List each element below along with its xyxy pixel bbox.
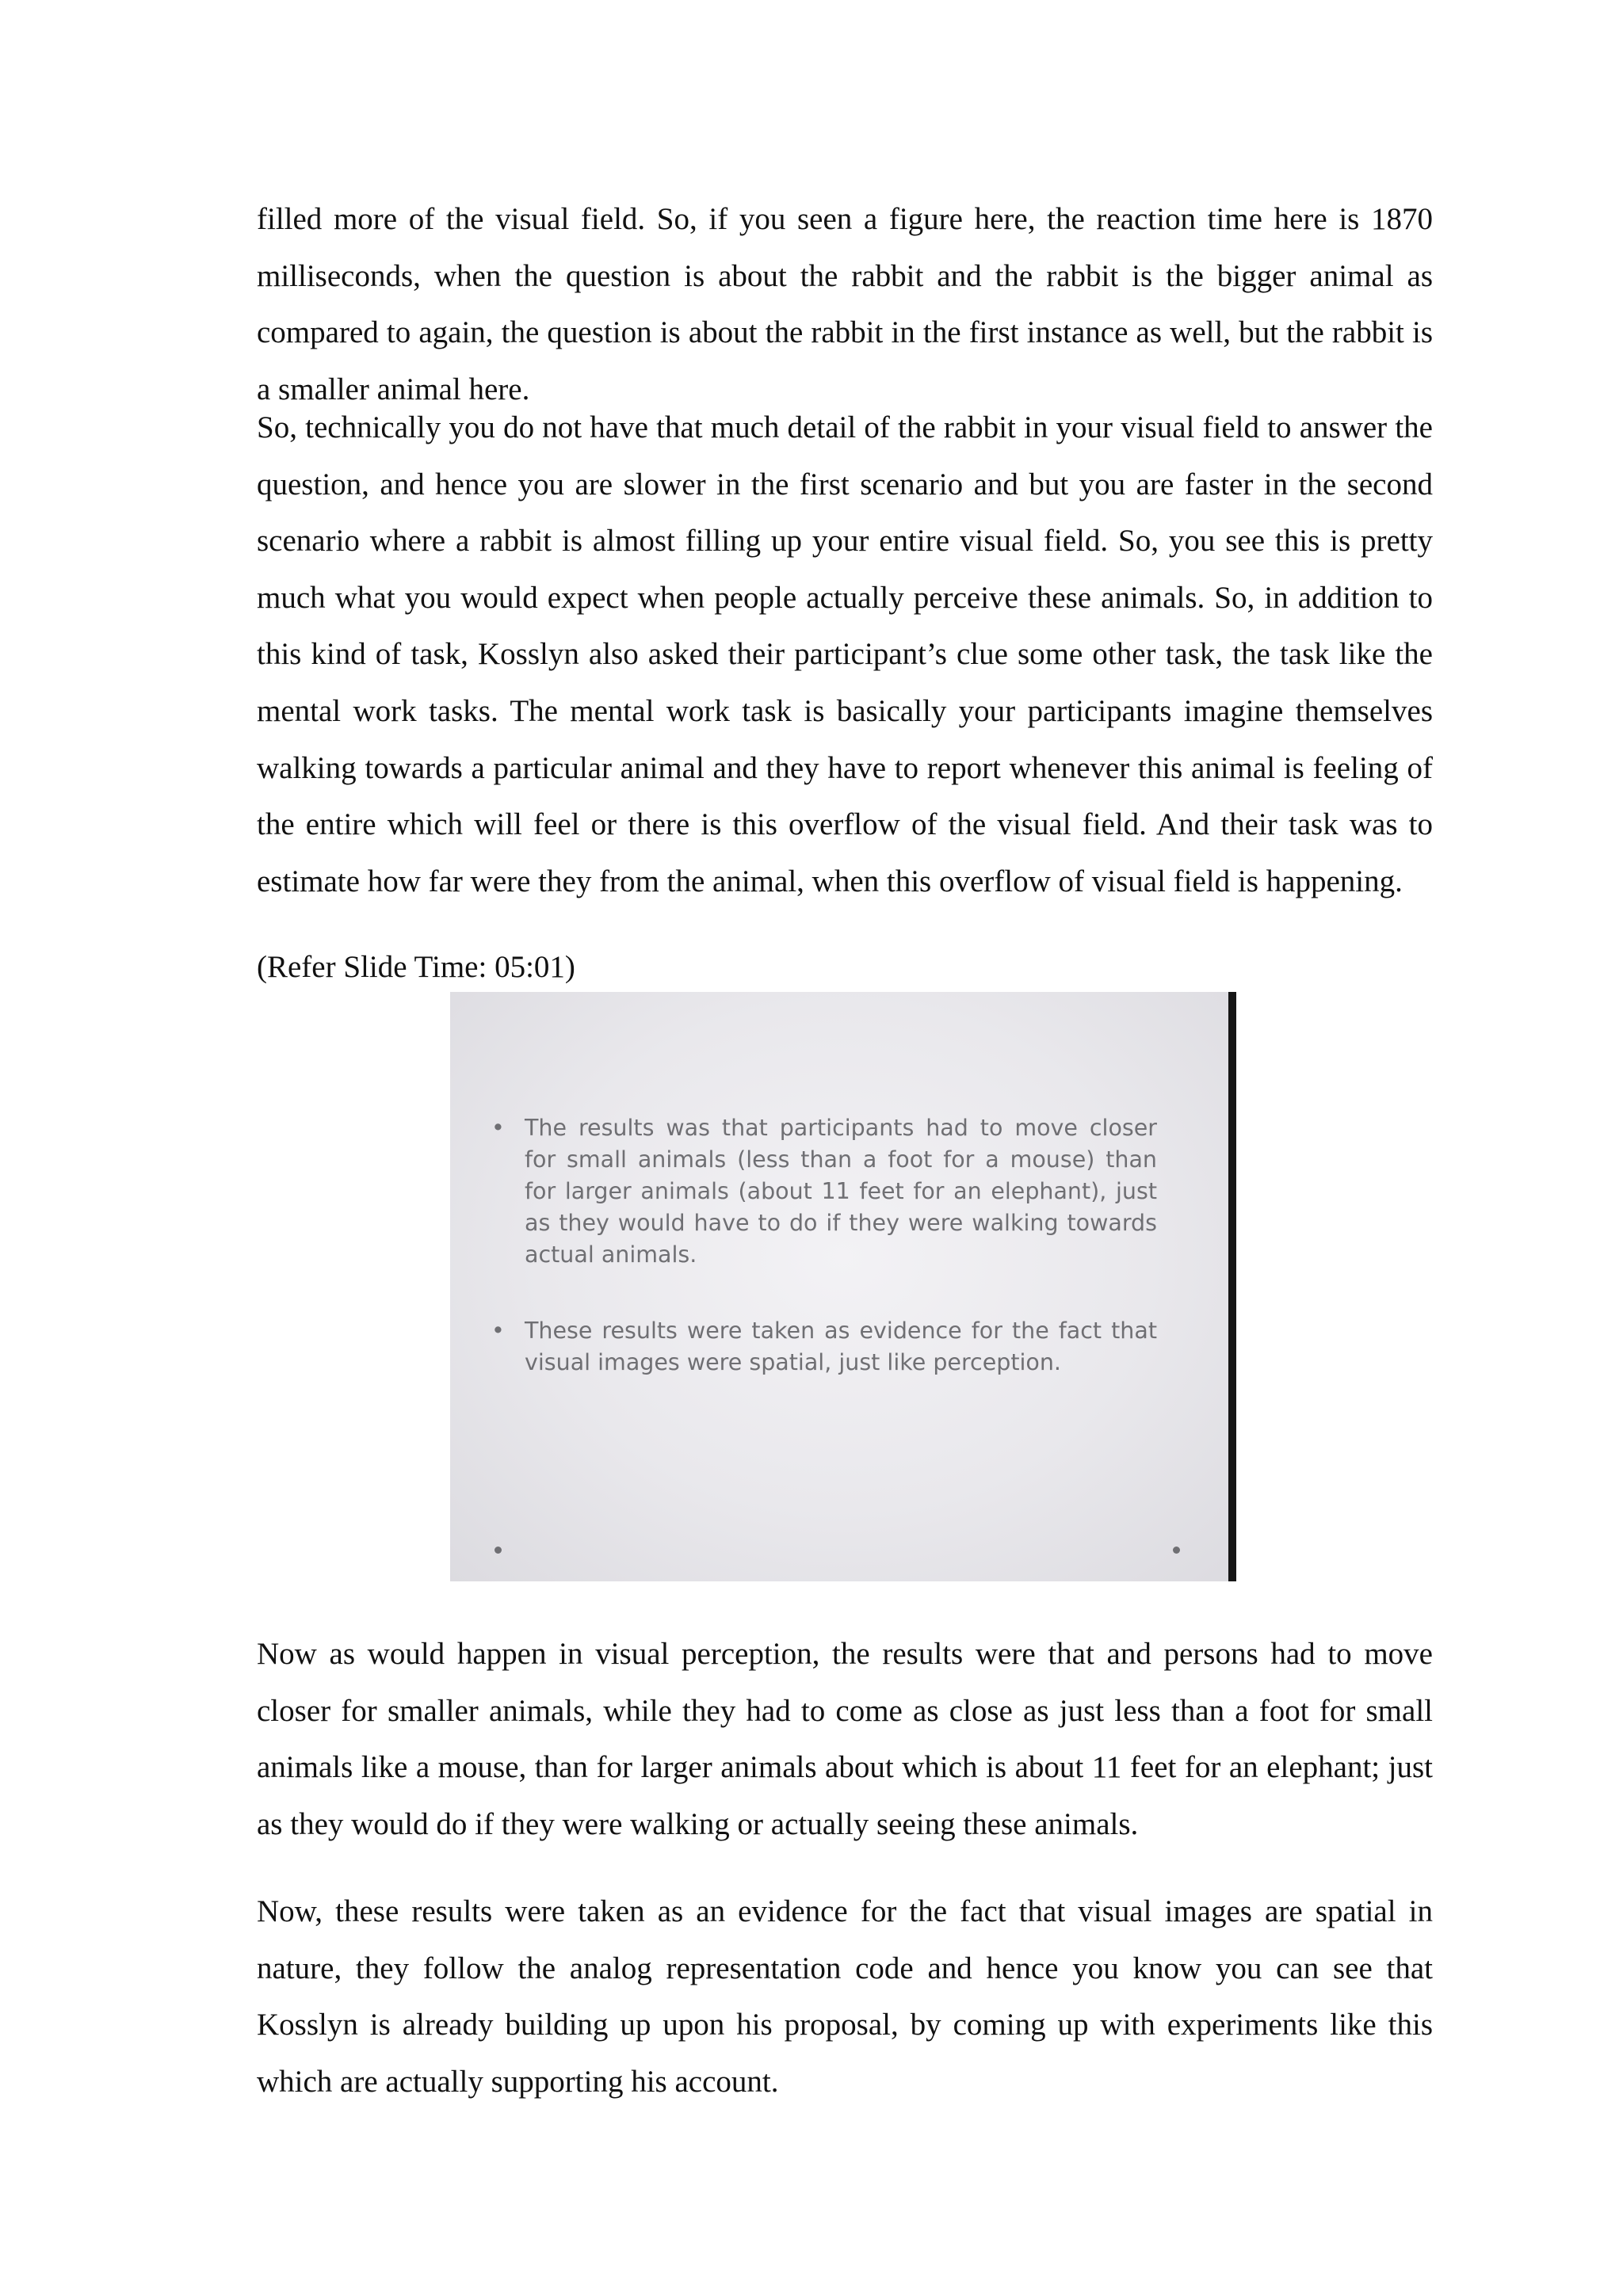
slide-right-border: [1228, 992, 1236, 1581]
bullet-icon: •: [491, 1318, 505, 1344]
paragraph-spatial-evidence: Now, these results were taken as an evidence for the fact that visual images are spatial in nature, they follow the analog representation code and hence you know you can see that Kosslyn is already building up upon his proposal, by coming up with experiments like this which are actually supporting his account.: [257, 1894, 1433, 2099]
paragraph-results-distance: Now as would happen in visual perception, the results were that and persons had to move closer for smaller animals, while they had to come as close as just less than a foot for small animals like a mouse, than for larger animals about which is about 11 feet for an elephant; just as they would do if they were walking or actually seeing these animals.: [257, 1637, 1433, 1841]
slide-bullet-list: [491, 1112, 1157, 1379]
lecture-slide-image: [450, 992, 1236, 1581]
slide-corner-dot-icon: [1173, 1547, 1180, 1554]
slide-bullet-item: [491, 1315, 1157, 1379]
slide-bullet-text: These results were taken as evidence for the fact that visual images were spatial, just like perception.: [525, 1318, 1157, 1375]
refer-slide-time: (Refer Slide Time: 05:01): [257, 950, 575, 984]
paragraph-mental-walk-task: So, technically you do not have that much detail of the rabbit in your visual field to answer the question, and hence you are slower in the first scenario and but you are faster in the second scenario where a rabbit is almost filling up your entire visual field. So, you see this is pretty much what you would expect when people actually perceive these animals. So, in addition to this kind of task, Kosslyn also asked their participant’s clue some other task, the task like the mental work tasks. The mental work task is basically your participants imagine themselves walking towards a particular animal and they have to report whenever this animal is feeling of the entire which will feel or there is this overflow of the visual field. And their task was to estimate how far were they from the animal, when this overflow of visual field is happening.: [257, 410, 1433, 898]
bullet-icon: •: [491, 1115, 505, 1141]
slide-corner-dot-icon: [495, 1547, 502, 1554]
slide-bullet-text: The results was that participants had to move closer for small animals (less than a foot for a mouse) than for larger animals (about 11 feet for an elephant), just as they would have to do if they were walking towards actual animals.: [525, 1115, 1157, 1268]
slide-bullet-item: [491, 1112, 1157, 1271]
paragraph-reaction-time: filled more of the visual field. So, if you seen a figure here, the reaction time here is 1870 milliseconds, when the question is about the rabbit and the rabbit is the bigger animal as compared to again, the question is about the rabbit in the first instance as well, but the rabbit is a smaller animal here.: [257, 202, 1433, 406]
